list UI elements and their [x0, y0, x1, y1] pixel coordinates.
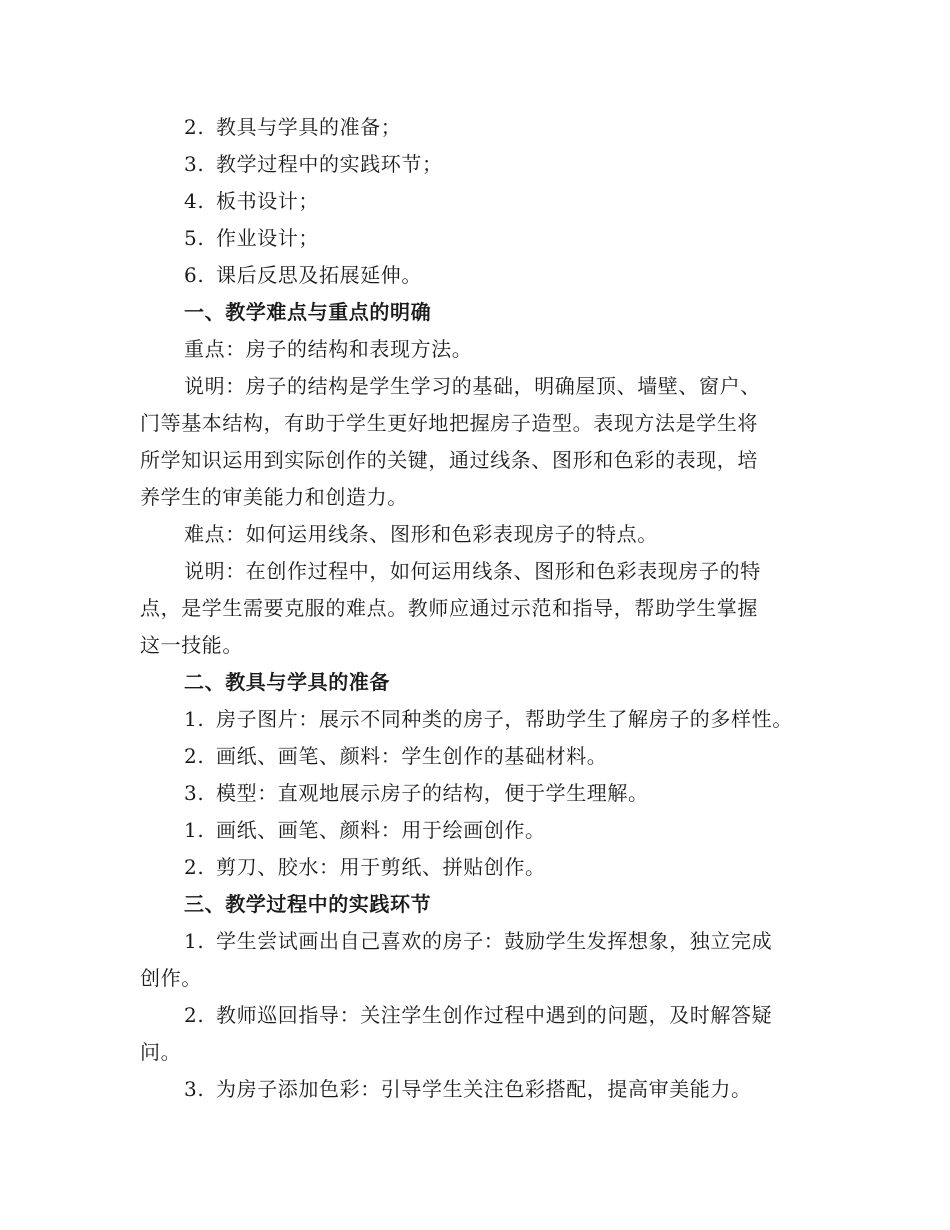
list-item	[184, 927, 772, 955]
item-text: 模型：直观地展示房子的结构，便于学生理解。	[216, 781, 649, 805]
difficulty-point: 难点：如何运用线条、图形和色彩表现房子的特点。	[184, 522, 658, 546]
item-number: 2.	[184, 115, 205, 139]
item-number: 1.	[184, 707, 205, 731]
item-number: 2.	[184, 855, 205, 879]
item-text: 画纸、画笔、颜料：学生创作的基础材料。	[216, 744, 608, 768]
item-text: 房子图片：展示不同种类的房子，帮助学生了解房子的多样性。	[216, 707, 793, 731]
key-note-line: 门等基本结构，有助于学生更好地把握房子造型。表现方法是学生将	[140, 411, 758, 435]
item-text: 教具与学具的准备；	[216, 115, 402, 139]
list-item	[184, 1075, 752, 1103]
key-note-line: 说明：房子的结构是学生学习的基础，明确屋顶、墙壁、窗户、	[184, 374, 761, 398]
item-text: 板书设计；	[216, 189, 319, 213]
item-text: 课后反思及拓展延伸。	[216, 263, 422, 287]
section-2-heading: 二、教具与学具的准备	[184, 670, 390, 694]
list-item	[184, 705, 793, 733]
item-number: 3.	[184, 781, 205, 805]
item-number: 2.	[184, 1003, 205, 1027]
item-number: 3.	[184, 152, 205, 176]
item-text: 为房子添加色彩：引导学生关注色彩搭配，提高审美能力。	[216, 1077, 752, 1101]
item-number: 1.	[184, 929, 205, 953]
list-item	[184, 816, 546, 844]
item-number: 3.	[184, 1077, 205, 1101]
item-text: 剪刀、胶水：用于剪纸、拼贴创作。	[216, 855, 546, 879]
item-number: 6.	[184, 263, 205, 287]
item-number: 5.	[184, 226, 205, 250]
difficulty-note-line: 这一技能。	[140, 633, 243, 657]
list-item	[184, 853, 546, 881]
item-text: 画纸、画笔、颜料：用于绘画创作。	[216, 818, 546, 842]
list-item	[184, 779, 649, 807]
key-note-line: 所学知识运用到实际创作的关键，通过线条、图形和色彩的表现，培	[140, 448, 758, 472]
item-text: 教学过程中的实践环节；	[216, 152, 443, 176]
item-text: 教师巡回指导：关注学生创作过程中遇到的问题，及时解答疑	[216, 1003, 773, 1027]
difficulty-note-line: 点，是学生需要克服的难点。教师应通过示范和指导，帮助学生掌握	[140, 596, 758, 620]
item-number: 1.	[184, 818, 205, 842]
intro-item-2	[184, 113, 401, 141]
list-item	[184, 1001, 772, 1029]
item-number: 2.	[184, 744, 205, 768]
intro-item-5	[184, 224, 319, 252]
list-item-continuation: 问。	[140, 1040, 182, 1064]
section-3-heading: 三、教学过程中的实践环节	[184, 892, 432, 916]
intro-item-4	[184, 187, 319, 215]
intro-item-3	[184, 150, 443, 178]
key-note-line: 养学生的审美能力和创造力。	[140, 485, 408, 509]
list-item	[184, 742, 607, 770]
item-number: 4.	[184, 189, 205, 213]
difficulty-note-line: 说明：在创作过程中，如何运用线条、图形和色彩表现房子的特	[184, 559, 761, 583]
item-text: 作业设计；	[216, 226, 319, 250]
section-1-heading: 一、教学难点与重点的明确	[184, 300, 432, 324]
intro-item-6	[184, 261, 422, 289]
item-text: 学生尝试画出自己喜欢的房子：鼓励学生发挥想象，独立完成	[216, 929, 773, 953]
list-item-continuation: 创作。	[140, 966, 202, 990]
key-point: 重点：房子的结构和表现方法。	[184, 337, 473, 361]
